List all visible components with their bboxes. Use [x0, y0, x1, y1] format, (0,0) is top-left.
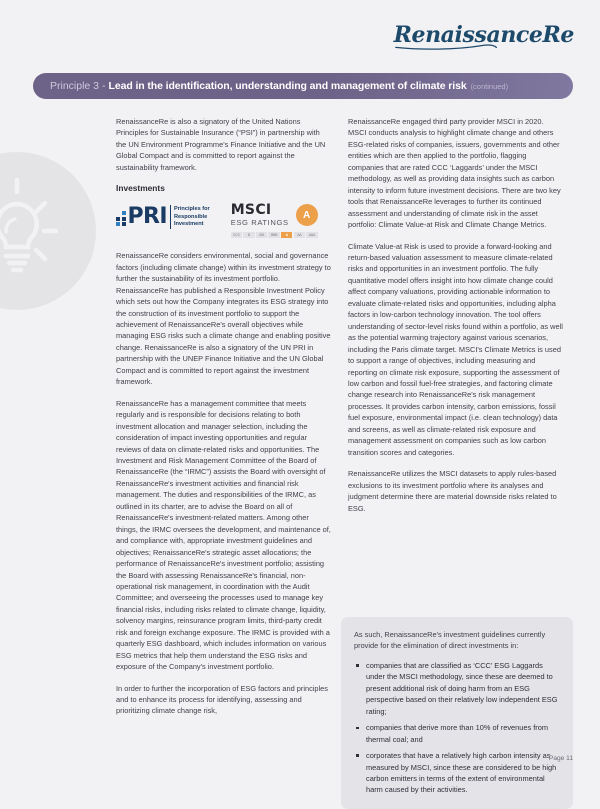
- msci-rating-scale: [231, 232, 318, 238]
- right-paragraph-1: RenaissanceRe engaged third party provider MSCI in 2020. MSCI conducts analysis to highlight climate change and others ESG-related risks of companies, issuers, governments and other entities which are then applied to the portfolio, flagging companies that are rated CCC ‘Laggards’ under the MSCI methodology, as well as providing data insights such as carbon intensity to inform future investment decisions. There are two key tools that RenaissanceRe leverages to further its continued assessment and understanding of climate risk in the asset portfolio: Climate Value-at Risk and Climate Change Metrics.: [348, 117, 561, 230]
- exclusions-callout-box: [341, 617, 573, 809]
- msci-subtitle: ESG RATINGS: [230, 218, 289, 228]
- investments-heading: Investments: [116, 183, 165, 194]
- right-column: [348, 116, 564, 514]
- renaissancere-logo: [394, 24, 574, 50]
- lightbulb-watermark-circle: [0, 152, 96, 310]
- left-paragraph-1: RenaissanceRe considers environmental, social and governance factors (including climate change) within its investment strategy to further the sustainability of its investment portfolio. RenaissanceRe has published a Responsible Investment Policy which sets out how the Company integrates its ESG strategy into the construction of its investment portfolio to support the achievement of RenaissanceRe's overall objectives while managing ESG risks such a climate change and enabling positive change. RenaissanceRe is also a signatory of the UN PRI in partnership with the UNEP Finance Initiative and the UN Global Compact and is committed to report against the investment framework.: [116, 251, 331, 387]
- page-number: Page 11: [548, 755, 573, 762]
- partner-logo-strip: [116, 202, 332, 238]
- msci-header-row: [231, 203, 318, 228]
- callout-intro: As such, RenaissanceRe's investment guidelines currently provide for the elimination of direct investments in:: [354, 630, 546, 651]
- intro-paragraph: RenaissanceRe is also a signatory of the United Nations Principles for Sustainable Insurance (“PSI”) in partnership with the UN Environment Programme's Finance Initiative and the UN Global Compact and is committed to report against the sustainability framework.: [116, 117, 326, 172]
- right-paragraph-2: Climate Value-at Risk is used to provide a forward-looking and return-based valuation assessment to measure climate-related risks and opportunities in an investment portfolio. The fully quantitative model offers insight into how climate change could affect company valuations, providing actionable information to evaluate climate-related risks and opportunities, including alpha factors in low-carbon technology innovation. The tool offers understanding of sector-level risks found within a portfolio, as well as the potential warming trajectory against various scenarios, including the Paris climate target. MSCI's Climate Metrics is used to support a range of objectives, including measuring and reporting on climate risk exposure, supporting the assessment of low carbon and fossil fuel-free strategies, and factoring climate change research into RenaissanceRe's risk management processes. It provides carbon intensity, carbon emissions, fossil fuel exposure, environmental impact (i.e. clean technology) data and screens, as well as climate-related risk exposure and management assessment on companies such as low carbon transition scores and categories.: [348, 241, 563, 457]
- right-paragraph-3: RenaissanceRe utilizes the MSCI datasets to apply rules-based exclusions to its investment portfolio where its analyses and judgment determine there are material downside risks related to ESG.: [348, 469, 557, 513]
- lightbulb-icon: [0, 152, 96, 310]
- msci-titles: [231, 203, 289, 228]
- callout-bullet-item: corporates that have a relatively high carbon intensity as measured by MSCI, since these are considered to be high carbon emitters in terms of the extent of environmental harm caused by their activities.: [354, 750, 560, 796]
- pri-dots-icon: [116, 211, 126, 226]
- pri-tagline-line3: Investment: [173, 220, 204, 227]
- left-paragraph-2: RenaissanceRe has a management committee that meets regularly and is responsible for decisions relating to both investment allocation and manager selection, including the consideration of impact investing opportunities and regular reviews of data on climate-related risks and opportunities. The Investment and Risk Management Committee of the Board of RenaissanceRe (the “IRMC”) assists the Board with oversight of RenaissanceRe's investment activities and financial risk management. The duties and responsibilities of the IRMC, as outlined in its charter, are to advise the Board on all of RenaissanceRe's investment-related matters. Among other things, the IRMC oversees the development, and maintenance of, and compliance with, appropriate investment guidelines and objectives; RenaissanceRe's strategic asset allocations; the performance of RenaissanceRe's investment portfolio; assisting the Board with assessing RenaissanceRe's financial, non-operational risk management, in coordination with the Audit Committee; and overseeing the processes used to manage key financial risks, including risks related to climate change, liquidity, solvency margins, reinsurance program limits, third-party credit risk and foreign exchange exposure. The IRMC is provided with a quarterly ESG dashboard, which includes information on various ESG metrics that help them understand the ESG risks and exposure of the Company's investment portfolio.: [116, 398, 331, 672]
- banner-principle-label: Principle 3: [50, 80, 100, 92]
- pri-tagline: [174, 206, 210, 228]
- pri-logo: [116, 202, 210, 232]
- banner-separator: -: [102, 80, 106, 92]
- left-paragraph-3: In order to further the incorporation of ESG factors and principles and to enhance its process for identifying, assessing and prioritizing climate change risk,: [116, 683, 328, 716]
- msci-scale-segment-aa: AA: [294, 232, 305, 238]
- pri-divider: [170, 205, 171, 229]
- msci-esg-rating-logo: [231, 202, 318, 238]
- callout-bullet-item: companies that are classified as ‘CCC’ ESG Laggards under the MSCI methodology, since these are deemed to present additional risk of doing harm from an ESG perspective based on their relatively low independent ESG rating;: [354, 660, 560, 717]
- principle-banner: [33, 73, 573, 99]
- pri-tagline-line1: Principles for: [173, 206, 210, 213]
- msci-scale-segment-a: A: [281, 232, 292, 238]
- banner-title: Lead in the identification, understanding and management of climate risk: [108, 80, 467, 92]
- msci-scale-segment-bbb: BBB: [268, 232, 279, 238]
- callout-bullet-item: companies that derive more than 10% of revenues from thermal coal; and: [354, 722, 560, 745]
- msci-rating-badge: A: [296, 204, 318, 226]
- pri-tagline-line2: Responsible: [173, 213, 208, 220]
- left-column: [116, 116, 332, 717]
- msci-scale-segment-bb: BB: [256, 232, 267, 238]
- callout-bullet-list: [354, 660, 560, 796]
- msci-scale-segment-aaa: AAA: [306, 232, 317, 238]
- msci-wordmark: MSCI: [230, 202, 272, 219]
- msci-scale-segment-b: B: [243, 232, 254, 238]
- banner-continued-label: (continued): [470, 81, 509, 91]
- pri-wordmark: PRI: [127, 204, 167, 230]
- logo-wordmark: RenaissanceRe: [393, 22, 574, 48]
- msci-scale-segment-ccc: CCC: [231, 232, 242, 238]
